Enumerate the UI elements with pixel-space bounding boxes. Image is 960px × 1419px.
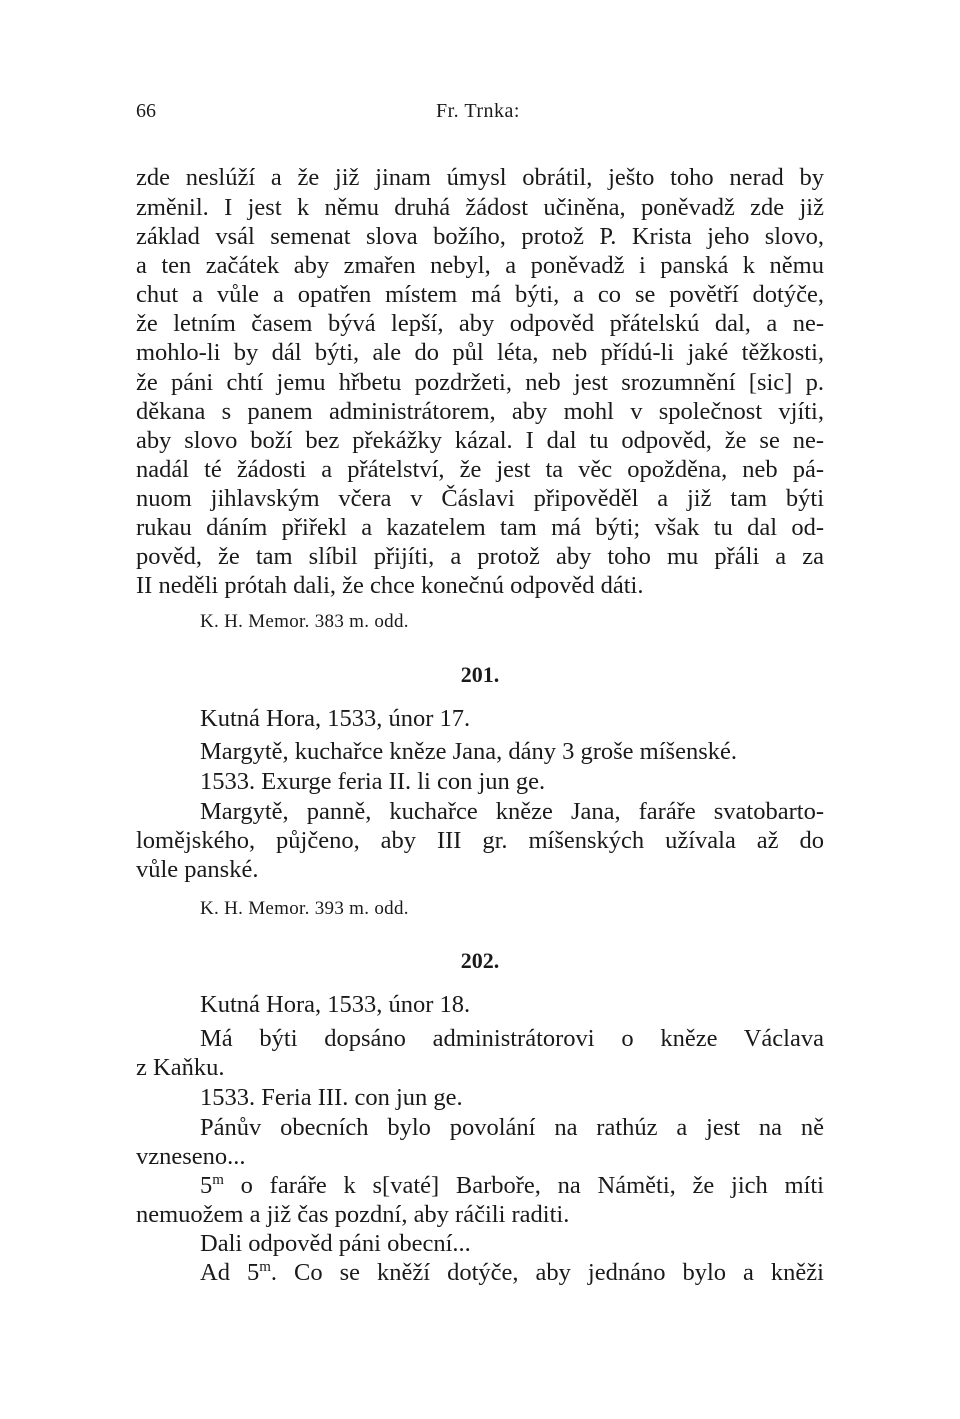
text-fragment: Ad 5 xyxy=(200,1259,260,1286)
text-line: děkana s panem administrátorem, aby mohl v společnost vjíti, xyxy=(136,398,824,425)
place-date: Kutná Hora, 1533, únor 17. xyxy=(200,705,471,732)
text-line xyxy=(200,1258,824,1288)
text-line: Pánův obecních bylo povolání na rathúz a jest na ně xyxy=(200,1114,824,1141)
text-line: pověd, že tam slíbil přijíti, a protož aby toho mu přáli a za xyxy=(136,543,824,570)
document-dating: 1533. Feria III. con jun ge. xyxy=(200,1084,463,1111)
text-line: aby slovo boží bez překážky kázal. I dal tu odpověd, že se ne- xyxy=(136,427,824,454)
text-fragment: 5 xyxy=(200,1172,213,1199)
text-line: chut a vůle a opatřen místem má býti, a co se povětří dotýče, xyxy=(136,281,824,308)
text-line: nuom jihlavským včera v Čáslavi připověděl a již tam býti xyxy=(136,485,824,512)
text-line: nadál té žádosti a přátelství, že jest ta věc opožděna, neb pá- xyxy=(136,456,824,483)
text-line: že páni chtí jemu hřbetu pozdržeti, neb jest srozumnění [sic] p. xyxy=(136,369,824,396)
text-fragment: . Co se kněží dotýče, aby jednáno bylo a kněži xyxy=(270,1259,824,1286)
text-line: II neděli prótah dali, že chce konečnú odpověd dáti. xyxy=(136,572,644,599)
document-summary: z Kaňku. xyxy=(136,1054,225,1081)
text-fragment: o faráře k s[vaté] Barboře, na Náměti, že jich míti xyxy=(223,1172,824,1199)
superscript: m xyxy=(259,1258,271,1275)
source-reference: K. H. Memor. 383 m. odd. xyxy=(200,611,409,632)
text-line: vzneseno... xyxy=(136,1143,246,1170)
running-title: Fr. Trnka: xyxy=(436,100,520,122)
page-number: 66 xyxy=(136,100,156,122)
document-summary: Má býti dopsáno administrátorovi o kněze Václava xyxy=(200,1025,824,1052)
text-line: vůle panské. xyxy=(136,856,259,883)
document-number: 202. xyxy=(460,948,500,973)
text-line: změnil. I jest k němu druhá žádost učiněna, poněvadž zde již xyxy=(136,194,824,221)
document-summary: Margytě, kuchařce kněze Jana, dány 3 groše míšenské. xyxy=(200,738,737,765)
text-line: rukau dáním přiřekl a kazatelem tam má býti; však tu dal od- xyxy=(136,514,824,541)
text-line: nemuožem a již čas pozdní, aby ráčili raditi. xyxy=(136,1201,570,1228)
text-line: Margytě, panně, kuchařce kněze Jana, faráře svatobarto- xyxy=(200,798,824,825)
text-line: lomějského, půjčeno, aby III gr. míšenských užívala až do xyxy=(136,827,824,854)
text-line: a ten začátek aby zmařen nebyl, a poněvadž i panská k němu xyxy=(136,252,824,279)
text-line: základ vsál semenat slova božího, protož P. Krista jeho slovo, xyxy=(136,223,824,250)
text-line: mohlo-li by dál býti, ale do půl léta, neb přídú-li jaké těžkosti, xyxy=(136,339,824,366)
text-line xyxy=(200,1171,824,1201)
text-line: že letním časem bývá lepší, aby odpověd přátelskú dal, a ne- xyxy=(136,310,824,337)
document-dating: 1533. Exurge feria II. li con jun ge. xyxy=(200,768,546,795)
place-date: Kutná Hora, 1533, únor 18. xyxy=(200,991,471,1018)
document-number: 201. xyxy=(460,662,500,687)
text-line: zde neslúží a že již jinam úmysl obrátil, ješto toho nerad by xyxy=(136,164,824,191)
text-line: Dali odpověd páni obecní... xyxy=(200,1230,471,1257)
superscript: m xyxy=(212,1171,224,1188)
source-reference: K. H. Memor. 393 m. odd. xyxy=(200,898,409,919)
